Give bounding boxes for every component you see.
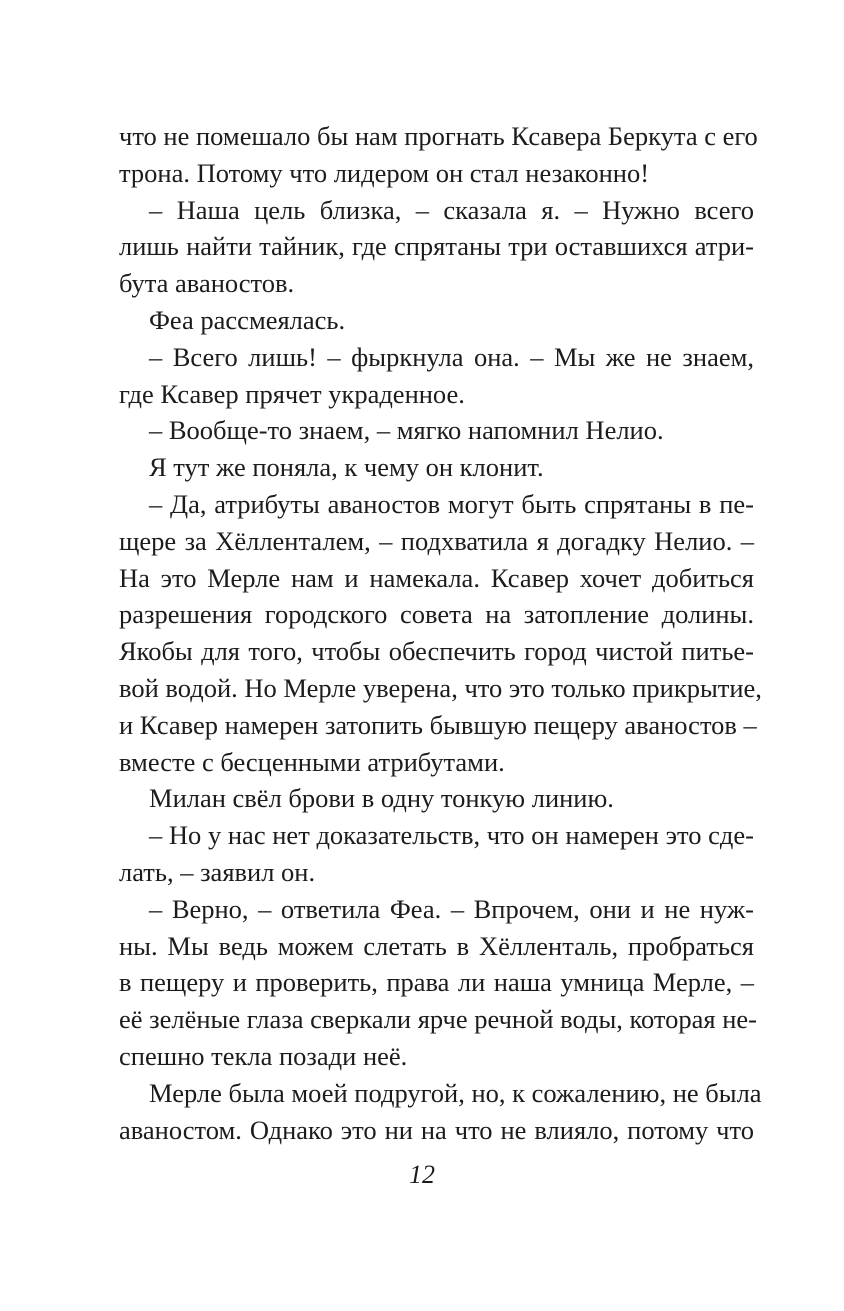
text-line: – Наша цель близка, – сказала я. – Нужно всего [149, 194, 754, 225]
text-line: – Да, атрибуты аваностов могут быть спрятаны в пе- [149, 488, 754, 519]
text-line: вой водой. Но Мерле уверена, что это только прикрытие, [119, 672, 762, 703]
paragraph [119, 891, 758, 1075]
text-line: Феа рассмеялась. [149, 304, 346, 335]
text-line: Якобы для того, чтобы обеспечить город чистой питье- [119, 636, 754, 667]
text-line: Я тут же поняла, к чему он клонит. [149, 452, 544, 483]
text-line: аваностом. Однако это ни на что не влияло, потому что [119, 1114, 754, 1145]
paragraph [119, 192, 754, 302]
text-line: Милан свёл брови в одну тонкую линию. [149, 783, 614, 814]
paragraph [119, 302, 754, 339]
text-line: что не помешало бы нам прогнать Ксавера Беркута с его [119, 121, 758, 151]
paragraph [119, 412, 754, 449]
text-line: и Ксавер намерен затопить бывшую пещеру аваностов – [119, 709, 757, 740]
text-line: лать, – заявил он. [119, 856, 316, 887]
text-line: ны. Мы ведь можем слетать в Хёлленталь, пробраться [119, 930, 754, 961]
text-line: – Всего лишь! – фыркнула она. – Мы же не знаем, [149, 341, 754, 372]
text-line: – Но у нас нет доказательств, что он намерен это сде- [149, 820, 754, 851]
page-number: 12 [409, 1160, 435, 1189]
text-line: – Верно, – ответила Феа. – Впрочем, они и не нуж- [149, 893, 754, 924]
text-line: спешно текла позади неё. [119, 1040, 408, 1071]
paragraph [119, 449, 754, 486]
paragraph [119, 339, 754, 413]
text-line: разрешения городского совета на затопление долины. [119, 599, 754, 630]
page-text [119, 118, 762, 1148]
paragraph [119, 780, 754, 817]
text-line: Мерле была моей подругой, но, к сожалению, не была [149, 1077, 762, 1108]
paragraph [119, 817, 754, 891]
paragraph [119, 486, 762, 780]
paragraph [119, 1075, 762, 1149]
text-line: – Вообще-то знаем, – мягко напомнил Нелио. [149, 415, 664, 446]
text-line: щере за Хёлленталем, – подхватила я догадку Нелио. – [119, 525, 754, 556]
paragraph [119, 118, 758, 192]
text-line: её зелёные глаза сверкали ярче речной воды, которая не- [119, 1004, 758, 1035]
text-line: На это Мерле нам и намекала. Ксавер хочет добиться [119, 562, 754, 593]
text-line: вместе с бесценными атрибутами. [119, 746, 505, 777]
text-line: бута аваностов. [119, 268, 295, 299]
text-line: лишь найти тайник, где спрятаны три оставшихся атри- [119, 231, 754, 262]
text-line: трона. Потому что лидером он стал незаконно! [119, 157, 650, 188]
text-line: где Ксавер прячет украденное. [119, 378, 465, 409]
text-line: в пещеру и проверить, права ли наша умница Мерле, – [119, 967, 754, 998]
